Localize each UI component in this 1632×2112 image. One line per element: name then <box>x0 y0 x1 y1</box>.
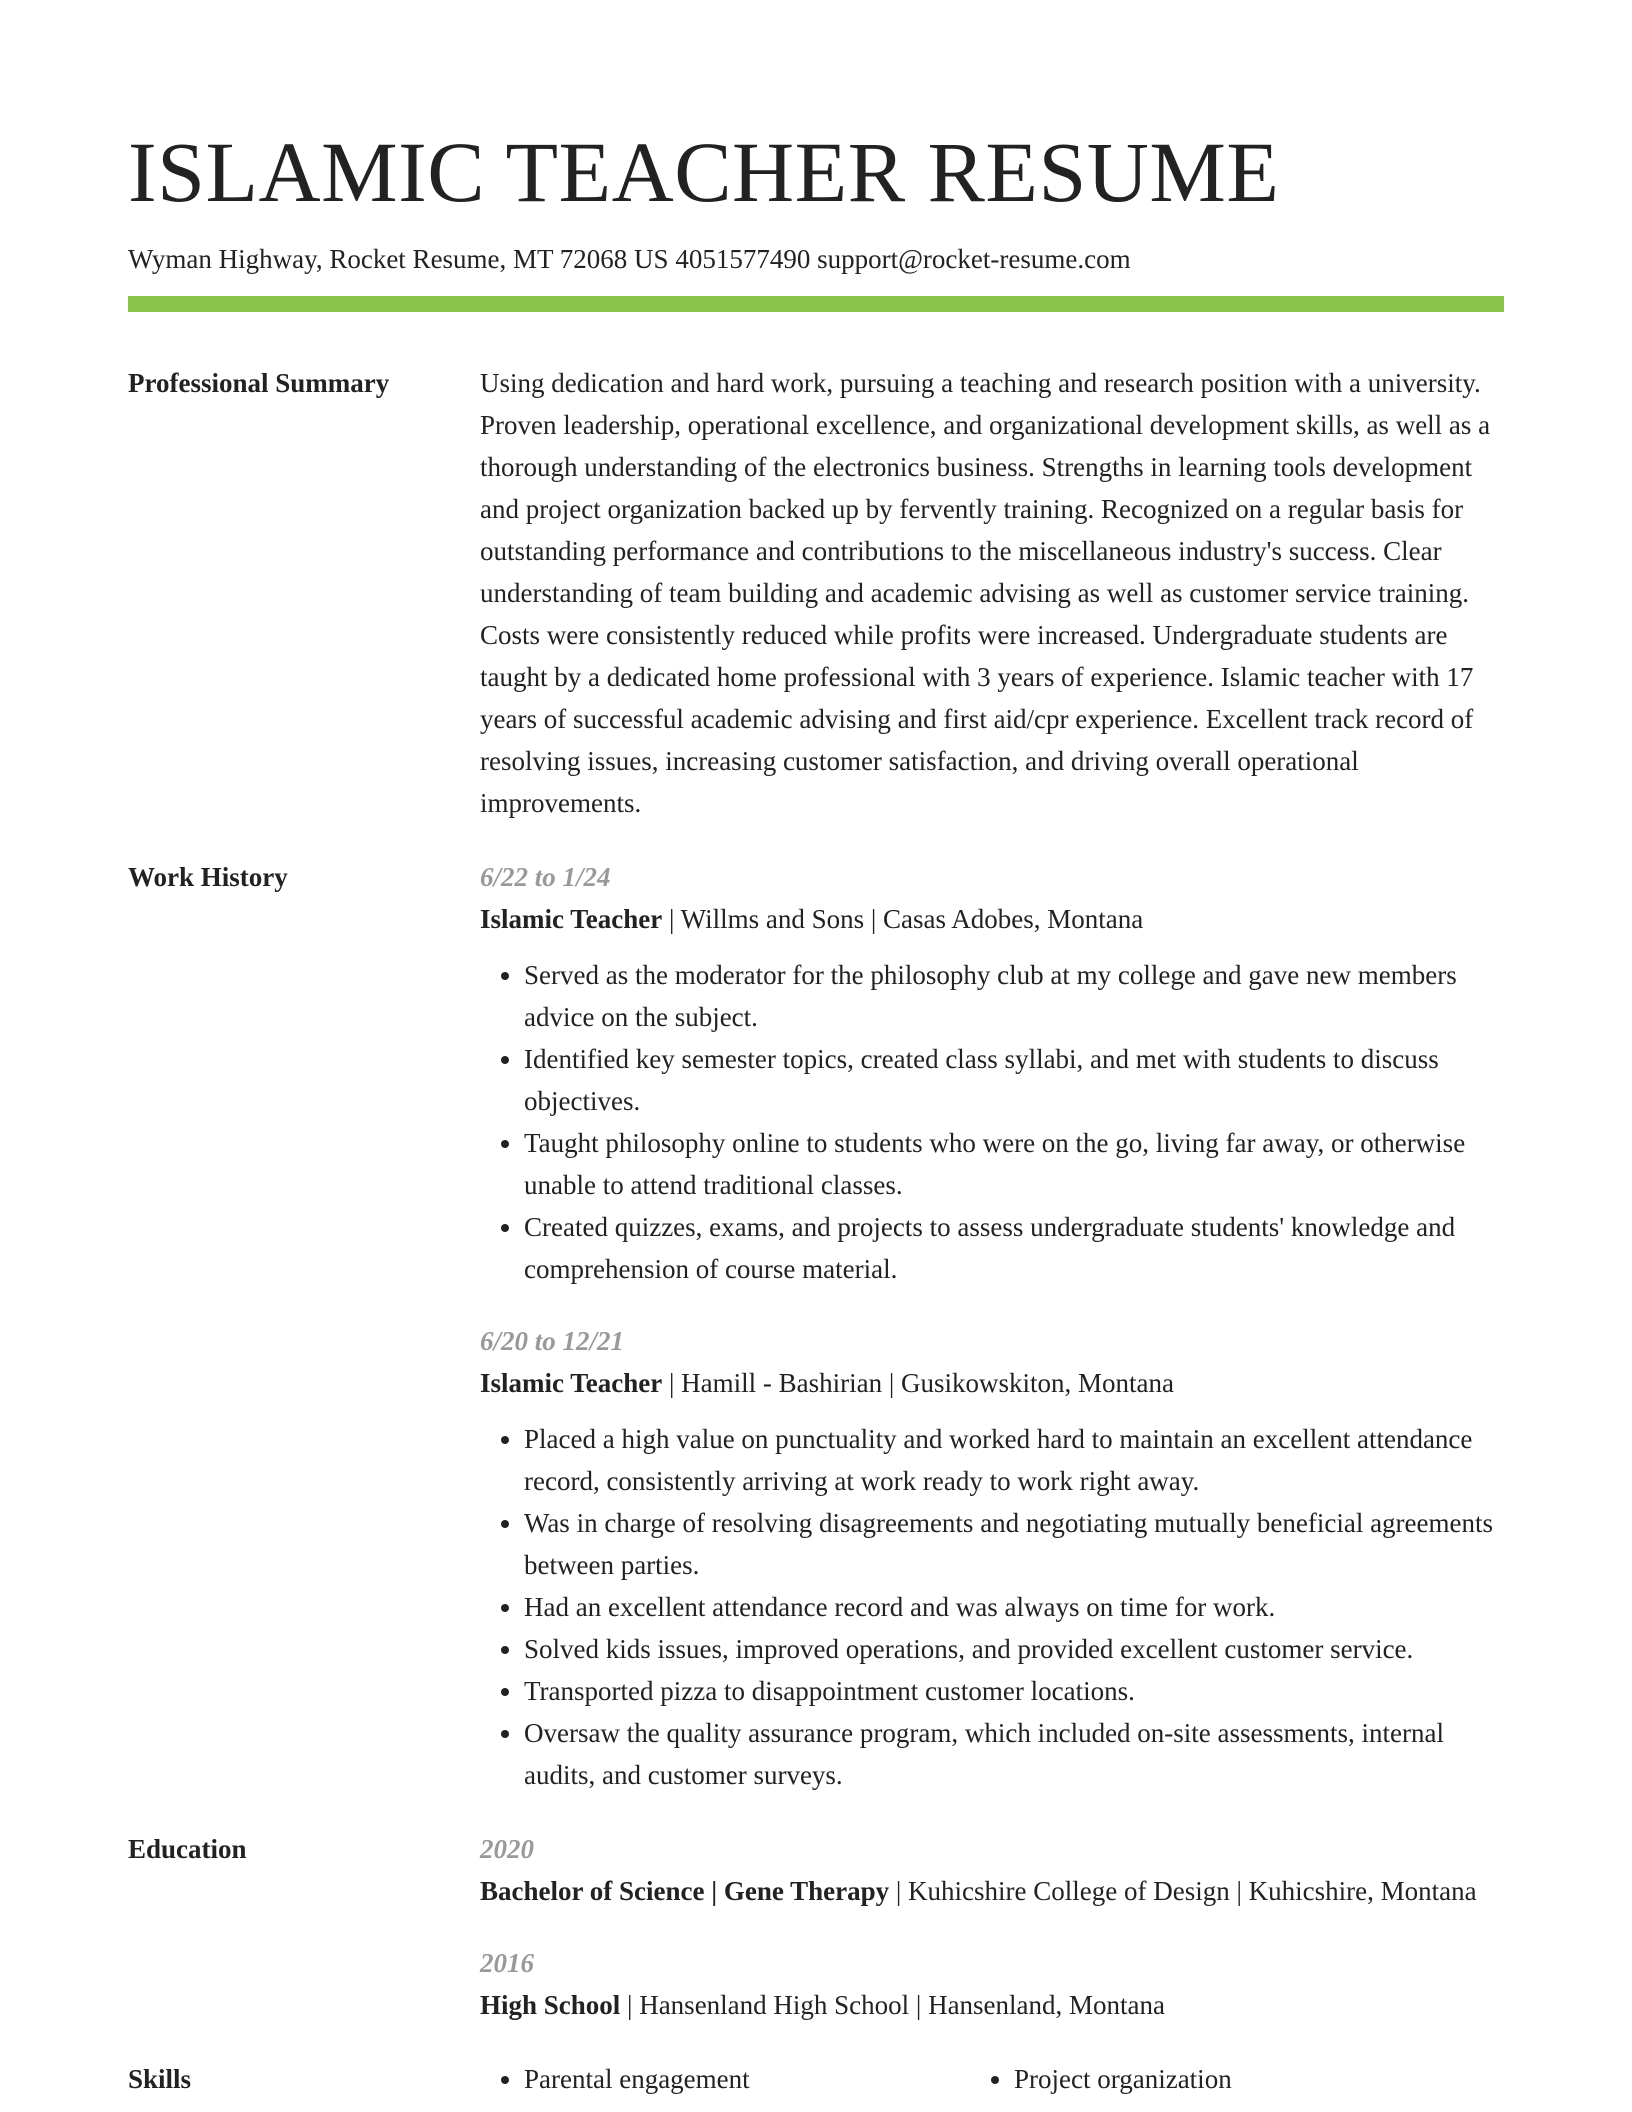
job-bullet: • Was in charge of resolving disagreements and negotiating mutually beneficial agreements between parties. <box>524 1502 1504 1586</box>
job-bullet: • Had an excellent attendance record and was always on time for work. <box>524 1586 1504 1628</box>
job-bullet: • Oversaw the quality assurance program, which included on-site assessments, internal audits, and customer surveys. <box>524 1712 1504 1796</box>
job-bullet: • Transported pizza to disappointment customer locations. <box>524 1670 1504 1712</box>
job-details: | Willms and Sons | Casas Adobes, Montana <box>662 904 1144 934</box>
contact-line: Wyman Highway, Rocket Resume, MT 72068 US 4051577490 support@rocket-resume.com <box>128 244 1131 274</box>
skills-label: Skills <box>128 2064 192 2094</box>
education-date: 2016 <box>480 1948 534 1978</box>
summary-body <box>480 362 1504 824</box>
job-heading <box>480 898 1504 940</box>
job-bullet: • Taught philosophy online to students who were on the go, living far away, or otherwise unable to attend traditional classes. <box>524 1122 1504 1206</box>
job-bullet: • Identified key semester topics, created class syllabi, and met with students to discuss objectives. <box>524 1038 1504 1122</box>
job-title: Islamic Teacher <box>480 1368 663 1398</box>
job-bullets <box>480 1418 1504 1796</box>
job-bullets <box>480 954 1504 1290</box>
work-history-body <box>480 856 1504 1796</box>
education-section <box>128 1828 1504 2026</box>
job-details: | Hamill - Bashirian | Gusikowskiton, Montana <box>662 1368 1175 1398</box>
resume-page <box>128 0 1504 2100</box>
summary-text: Using dedication and hard work, pursuing a teaching and research position with a university. Proven leadership, operational excellence, and organizational development skills, as well as a thorough understanding of the electronics business. Strengths in learning tools development and project organization backed up by fervently training. Recognized on a regular basis for outstanding performance and contributions to the miscellaneous industry's success. Clear understanding of team building and academic advising as well as customer service training. Costs were consistently reduced while profits were increased. Undergraduate students are taught by a dedicated home professional with 3 years of experience. Islamic teacher with 17 years of successful academic advising and first aid/cpr experience. Excellent track record of resolving issues, increasing customer satisfaction, and driving overall operational improvements. <box>480 368 1491 818</box>
education-entry <box>480 1942 1504 2026</box>
skill-item: • Parental engagement <box>524 2058 1014 2100</box>
education-date: 2020 <box>480 1834 534 1864</box>
summary-label: Professional Summary <box>128 368 390 398</box>
job-entry <box>480 1320 1504 1796</box>
job-bullet: • Placed a high value on punctuality and worked hard to maintain an excellent attendance record, consistently arriving at work ready to work right away. <box>524 1418 1504 1502</box>
header-divider <box>128 296 1504 312</box>
school-details: | Kuhicshire College of Design | Kuhicshire, Montana <box>889 1876 1477 1906</box>
job-bullet: • Served as the moderator for the philosophy club at my college and gave new members advice on the subject. <box>524 954 1504 1038</box>
skills-body <box>480 2058 1504 2100</box>
degree-title: Bachelor of Science | Gene Therapy <box>480 1876 890 1906</box>
education-label: Education <box>128 1834 247 1864</box>
summary-section <box>128 362 1504 824</box>
job-title: Islamic Teacher <box>480 904 663 934</box>
education-body <box>480 1828 1504 2026</box>
job-heading <box>480 1362 1504 1404</box>
job-date: 6/20 to 12/21 <box>480 1326 625 1356</box>
job-entry <box>480 856 1504 1290</box>
education-entry <box>480 1828 1504 1912</box>
resume-title: ISLAMIC TEACHER RESUME <box>128 124 1280 220</box>
job-date: 6/22 to 1/24 <box>480 862 611 892</box>
education-heading <box>480 1870 1504 1912</box>
education-heading <box>480 1984 1504 2026</box>
job-bullet: • Created quizzes, exams, and projects to assess undergraduate students' knowledge and comprehension of course material. <box>524 1206 1504 1290</box>
degree-title: High School <box>480 1990 621 2020</box>
job-bullet: • Solved kids issues, improved operations, and provided excellent customer service. <box>524 1628 1504 1670</box>
school-details: | Hansenland High School | Hansenland, Montana <box>620 1990 1166 2020</box>
work-history-label: Work History <box>128 862 288 892</box>
skills-list <box>480 2058 1504 2100</box>
skills-section <box>128 2058 1504 2100</box>
work-history-section <box>128 856 1504 1796</box>
skill-item: • Project organization <box>1014 2058 1504 2100</box>
